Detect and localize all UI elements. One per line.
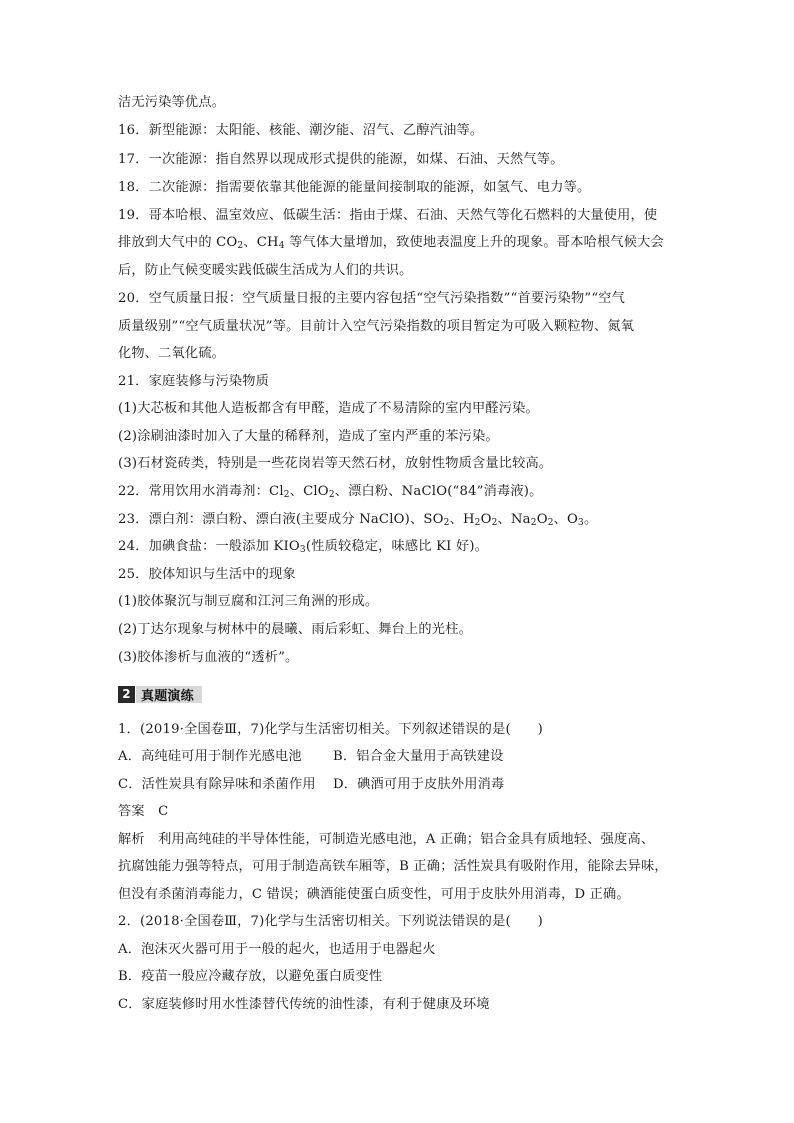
text-line: (2)丁达尔现象与树林中的晨曦、雨后彩虹、舞台上的光柱。 xyxy=(118,622,472,637)
question-stem: 1．(2019·全国卷Ⅲ，7)化学与生活密切相关。下列叙述错误的是( ) xyxy=(118,722,543,737)
section-heading xyxy=(118,684,202,704)
text-line: 后，防止气候变暖实践低碳生活成为人们的共识。 xyxy=(118,263,413,278)
text-line: 23．漂白剂：漂白粉、漂白液(主要成分 NaClO)、$SO_2$、$H_2O_2$、$Na_2O_2$、$O_3$。 xyxy=(118,512,598,528)
analysis-line: 但没有杀菌消毒能力，C 错误；碘酒能使蛋白质变性，可用于皮肤外用消毒，D 正确。 xyxy=(118,887,630,902)
text-line: 18．二次能源：指需要依靠其他能源的能量间接制取的能源，如氢气、电力等。 xyxy=(118,180,591,195)
text-line: 21．家庭装修与污染物质 xyxy=(118,374,270,389)
option-b: B．疫苗一般应冷藏存放，以避免蛋白质变性 xyxy=(118,969,383,984)
section-title: 真题演练 xyxy=(136,686,202,703)
option-a: A．高纯硅可用于制作光感电池 xyxy=(118,749,302,764)
text-line: 24．加碘食盐：一般添加 $KIO_3$(性质较稳定，味感比 KI 好)。 xyxy=(118,539,489,555)
text-line: 22．常用饮用水消毒剂：$Cl_2$、ClO$_2$、漂白粉、NaClO(“84”消毒液)。 xyxy=(118,484,543,500)
text-line: 质量级别”“空气质量状况”等。目前计入空气污染指数的项目暂定为可吸入颗粒物、氮氧 xyxy=(118,319,635,334)
option-c: C．活性炭具有除异味和杀菌作用 xyxy=(118,777,316,792)
text-line: 25．胶体知识与生活中的现象 xyxy=(118,567,296,582)
text-line: (2)涂刷油漆时加入了大量的稀释剂，造成了室内严重的苯污染。 xyxy=(118,429,499,444)
text-line: 化物、二氧化硫。 xyxy=(118,346,226,361)
question-stem: 2．(2018·全国卷Ⅲ，7)化学与生活密切相关。下列说法错误的是( ) xyxy=(118,914,543,929)
option-d: D．碘酒可用于皮肤外用消毒 xyxy=(333,777,505,792)
analysis-line: 解析 利用高纯硅的半导体性能，可制造光感电池，A 正确；铝合金具有质地轻、强度高、 xyxy=(118,832,655,847)
text-line: 19．哥本哈根、温室效应、低碳生活：指由于煤、石油、天然气等化石燃料的大量使用，使 xyxy=(118,208,658,223)
text-line: (3)石材瓷砖类，特别是一些花岗岩等天然石材，放射性物质含量比较高。 xyxy=(118,456,553,471)
text-line: 20．空气质量日报：空气质量日报的主要内容包括“空气污染指数”“首要污染物”“空气 xyxy=(118,291,626,306)
text-line: (3)胶体渗析与血液的“透析”。 xyxy=(118,650,299,665)
section-number-badge: 2 xyxy=(118,686,135,703)
text-line: 排放到大气中的 $CO_2$、$CH_4$ 等气体大量增加，致使地表温度上升的现象。哥本哈根气候大会 xyxy=(118,235,664,251)
analysis-line: 抗腐蚀能力强等特点，可用于制造高铁车厢等，B 正确；活性炭具有吸附作用，能除去异味， xyxy=(118,859,668,874)
text-line: 16．新型能源：太阳能、核能、潮汐能、沼气、乙醇汽油等。 xyxy=(118,123,484,138)
option-a: A．泡沫灭火器可用于一般的起火，也适用于电器起火 xyxy=(118,942,436,957)
option-b: B．铝合金大量用于高铁建设 xyxy=(333,749,504,764)
option-c: C．家庭装修时用水性漆替代传统的油性漆，有利于健康及环境 xyxy=(118,997,490,1012)
text-line: (1)大芯板和其他人造板都含有甲醛，造成了不易清除的室内甲醛污染。 xyxy=(118,401,539,416)
text-line: (1)胶体聚沉与制豆腐和江河三角洲的形成。 xyxy=(118,594,379,609)
text-line: 17．一次能源：指自然界以现成形式提供的能源，如煤、石油、天然气等。 xyxy=(118,152,564,167)
answer-line: 答案 C xyxy=(118,804,169,819)
text-line: 洁无污染等优点。 xyxy=(118,95,226,110)
